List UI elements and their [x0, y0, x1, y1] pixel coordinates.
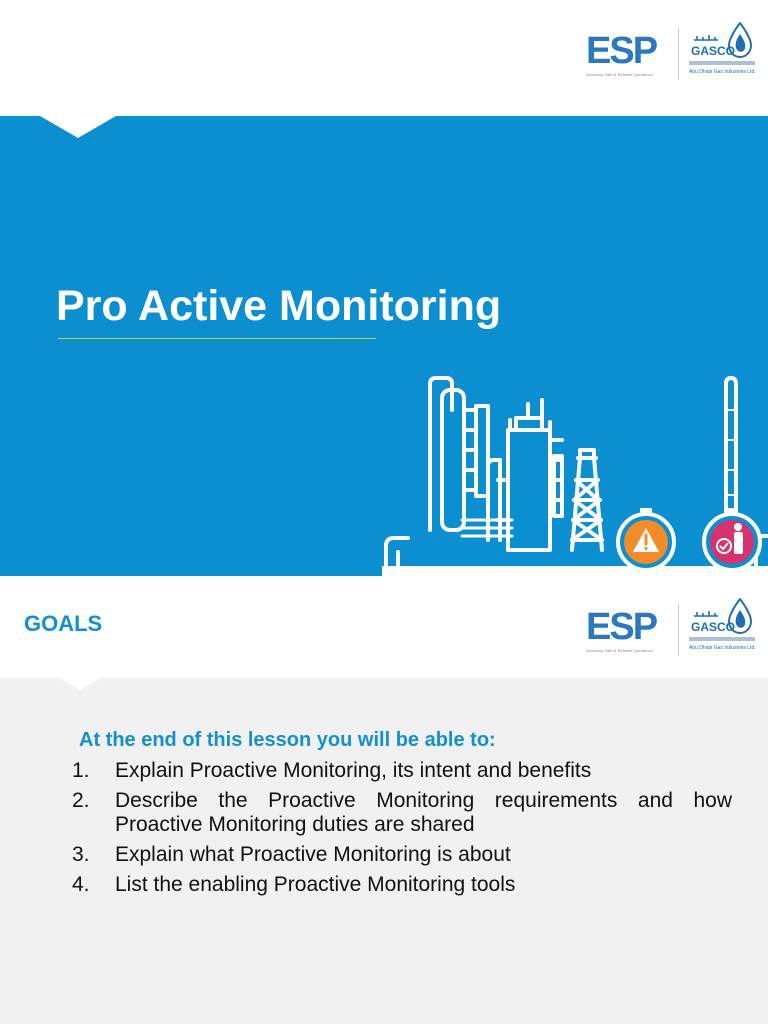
- logo-divider: [678, 604, 679, 656]
- goals-slide: [0, 576, 768, 1024]
- plant-illustration: [378, 370, 768, 576]
- gasco-arabic-subtitle: [689, 61, 755, 65]
- esp-logo: [586, 608, 666, 652]
- gasco-logo: [689, 598, 759, 662]
- content-notch: [60, 678, 100, 690]
- gasco-arabic-mark: [693, 610, 719, 618]
- goals-heading: GOALS: [24, 611, 103, 636]
- goal-number: 1.: [72, 759, 90, 782]
- slide-title: Pro Active Monitoring: [56, 282, 502, 330]
- title-underline: [58, 338, 376, 339]
- goal-number: 3.: [72, 843, 90, 866]
- esp-logo: [586, 32, 666, 76]
- logo-header: [586, 22, 759, 86]
- goal-text: List the enabling Proactive Monitoring tools: [115, 873, 516, 896]
- gasco-logo-subtitle: Abu Dhabi Gas Industries Ltd.: [689, 69, 756, 75]
- gasco-logo: [689, 22, 759, 86]
- goal-text: Describe the Proactive Monitoring requirements and how Proactive Monitoring duties are shared: [115, 789, 732, 836]
- goal-list: [72, 759, 732, 903]
- esp-logo-text: ESP: [586, 606, 657, 648]
- gasco-logo-subtitle: Abu Dhabi Gas Industries Ltd.: [689, 645, 756, 651]
- gasco-arabic-mark: [693, 34, 719, 42]
- esp-logo-tagline: Achieving Safe & Reliable Operations: [586, 72, 653, 77]
- band-notch: [40, 116, 116, 138]
- lesson-intro: At the end of this lesson you will be able to:: [79, 729, 496, 751]
- goal-text: Explain Proactive Monitoring, its intent and benefits: [115, 759, 592, 782]
- logo-divider: [678, 28, 679, 80]
- goal-number: 4.: [72, 873, 90, 896]
- list-item: [72, 843, 732, 867]
- list-item: [72, 873, 732, 897]
- esp-logo-text: ESP: [586, 30, 657, 72]
- list-item: [72, 759, 732, 783]
- gasco-arabic-subtitle: [689, 637, 755, 641]
- person-tank: [710, 520, 754, 564]
- goal-text: Explain what Proactive Monitoring is about: [115, 843, 511, 866]
- list-item: [72, 789, 732, 837]
- logo-header: [586, 598, 759, 662]
- goal-number: 2.: [72, 789, 90, 812]
- gasco-logo-text: GASCO: [691, 620, 736, 634]
- esp-logo-tagline: Achieving Safe & Reliable Operations: [586, 648, 653, 653]
- gasco-logo-text: GASCO: [691, 44, 736, 58]
